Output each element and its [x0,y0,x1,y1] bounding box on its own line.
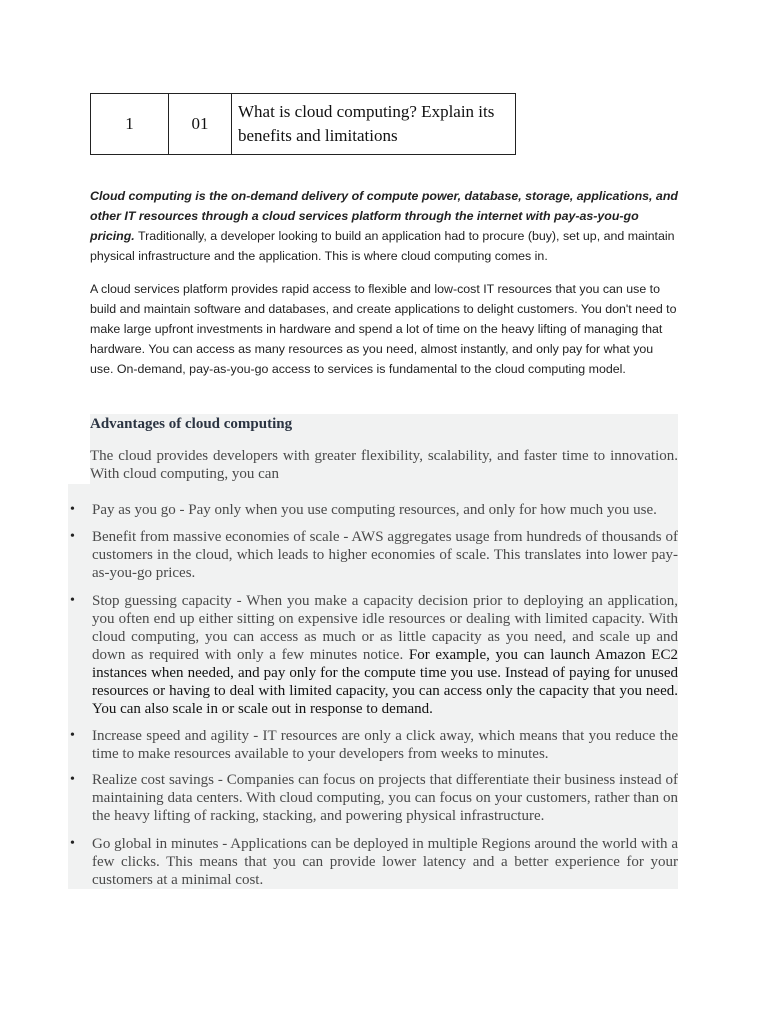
advantages-intro: The cloud provides developers with greater flexibility, scalability, and faster time to innovation. With cloud computing, you can [90,448,678,482]
list-item-text: Benefit from massive economies of scale - AWS aggregates usage from hundreds of thousands of customers in the cloud, which leads to higher economies of scale. This translates into lower pay-as-you-go prices. [92,529,678,581]
list-item-text: Stop guessing capacity - When you make a capacity decision prior to deploying an application, you often end up either sitting on expensive idle resources or dealing with limited capacity. With cloud computing, you can access as much or as little capacity as you need, and scale up and down as required with only a few minutes notice. [92,593,678,663]
bullet-icon: • [70,836,75,851]
advantages-heading: Advantages of cloud computing [90,416,293,432]
list-item [70,835,678,889]
list-item [70,501,678,519]
list-item [70,771,678,825]
bullet-icon: • [70,728,75,743]
definition-lead: Cloud computing is the on-demand delivery of compute power, database, storage, applications, and other IT resources through a cloud services platform through the internet with pay-as-you-go pricing. [90,189,678,243]
serial-number-cell: 1 [91,94,169,155]
list-item-text-emphasis: For example, you can launch Amazon EC2 instances when needed, and pay only for the compute time you use. Instead of paying for unused resources or having to deal with limited capacity, you can access only the capacity that you need. You can also scale in or scale out in response to demand. [92,647,678,717]
list-item-text: Go global in minutes - Applications can be deployed in multiple Regions around the world with a few clicks. This means that you can provide lower latency and a better experience for your customers at a minimal cost. [92,836,678,888]
question-table [90,93,516,155]
bullet-icon: • [70,772,75,787]
question-text-cell: What is cloud computing? Explain its benefits and limitations [232,94,516,155]
platform-paragraph: A cloud services platform provides rapid access to flexible and low-cost IT resources that you can use to build and maintain software and databases, and create applications to delight customers. You don't need to make large upfront investments in hardware and spend a lot of time on the heavy lifting of managing that hardware. You can access as many resources as you need, almost instantly, and only pay for what you use. On-demand, pay-as-you-go access to services is fundamental to the cloud computing model. [90,282,677,376]
bullet-icon: • [70,529,75,544]
list-item-text: Pay as you go - Pay only when you use computing resources, and only for how much you use. [92,502,657,518]
definition-paragraph [90,186,680,266]
question-number-cell: 01 [169,94,232,155]
list-item [70,528,678,582]
list-item-text: Increase speed and agility - IT resources are only a click away, which means that you reduce the time to make resources available to your developers from weeks to minutes. [92,728,678,762]
bullet-icon: • [70,502,75,517]
definition-rest: Traditionally, a developer looking to build an application had to procure (buy), set up, and maintain physical infrastructure and the application. This is where cloud computing comes in. [90,229,675,263]
list-item [70,592,678,718]
question-row [91,94,516,155]
list-item [70,727,678,763]
list-item-text: Realize cost savings - Companies can focus on projects that differentiate their business instead of maintaining data centers. With cloud computing, you can focus on your customers, rather than on the heavy lifting of racking, stacking, and powering physical infrastructure. [92,772,678,824]
bullet-icon: • [70,593,75,608]
